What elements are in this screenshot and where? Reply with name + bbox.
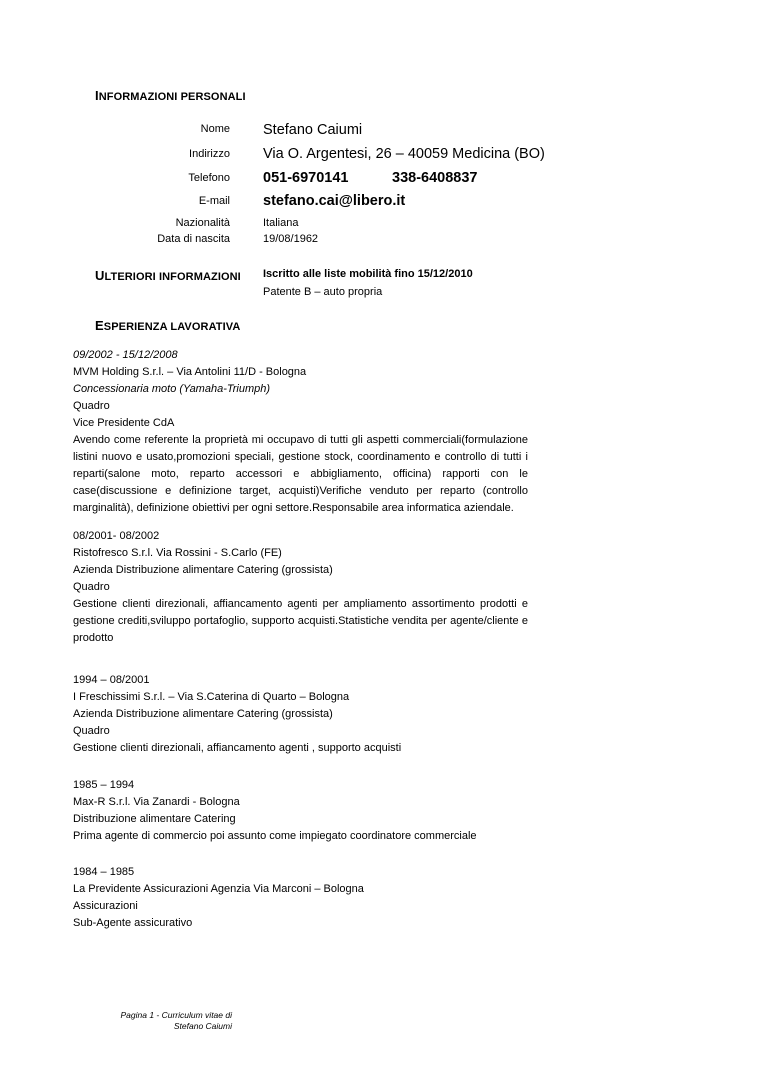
job-title: Vice Presidente CdA	[73, 417, 175, 429]
job-company: I Freschissimi S.r.l. – Via S.Caterina di Quarto – Bologna	[73, 691, 350, 703]
section-heading-further	[95, 268, 241, 283]
further-line-2: Patente B – auto propria	[263, 286, 383, 298]
birth-label: Data di nascita	[157, 233, 230, 245]
job-entry-3	[73, 672, 528, 757]
section-heading-personal	[95, 88, 246, 103]
job-period: 09/2002 - 15/12/2008	[73, 349, 178, 361]
phone-value-1: 051-6970141	[263, 170, 349, 186]
heading-cap: E	[95, 318, 104, 333]
job-period: 1984 – 1985	[73, 866, 135, 878]
job-company: Max-R S.r.l. Via Zanardi - Bologna	[73, 796, 240, 808]
job-period: 08/2001- 08/2002	[73, 530, 160, 542]
job-sector: Azienda Distribuzione alimentare Catering (grossista)	[73, 564, 333, 576]
job-entry-4	[73, 777, 528, 845]
job-entry-1	[73, 347, 528, 517]
footer-line-2: Stefano Caiumi	[173, 1021, 232, 1031]
phone-label: Telefono	[188, 172, 230, 184]
section-heading-experience	[95, 318, 240, 333]
job-sector: Distribuzione alimentare Catering	[73, 813, 236, 825]
job-company: MVM Holding S.r.l. – Via Antolini 11/D - Bologna	[73, 366, 307, 378]
email-value: stefano.cai@libero.it	[263, 193, 406, 209]
heading-cap: I	[95, 88, 99, 103]
birth-value: 19/08/1962	[263, 233, 319, 245]
job-description: Avendo come referente la proprietà mi occupavo di tutti gli aspetti commerciali(formulazione listini nuovo e usato,promozioni speciali, gestione stock, coordinamento e controllo di tutti i reparti(salone moto, reparto accessori e abbigliamento, officina) rapporti con le case(discussione e definizione target, acquisti)Verifiche venduto per reparto (controllo marginalità), definizione obiettivi per ogni settore.Responsabile area informatica aziendale.	[73, 434, 528, 514]
heading-rest: NFORMAZIONI PERSONALI	[98, 91, 246, 103]
job-sector: Concessionaria moto (Yamaha-Triumph)	[73, 383, 271, 395]
job-description: Gestione clienti direzionali, affiancamento agenti , supporto acquisti	[73, 742, 402, 754]
job-period: 1994 – 08/2001	[73, 674, 150, 686]
heading-rest: SPERIENZA LAVORATIVA	[103, 321, 241, 333]
phone-value-2: 338-6408837	[392, 170, 478, 186]
job-sector: Assicurazioni	[73, 900, 138, 912]
nationality-label: Nazionalità	[175, 217, 230, 229]
address-value: Via O. Argentesi, 26 – 40059 Medicina (BO)	[263, 146, 545, 162]
job-entry-5	[73, 864, 528, 932]
heading-rest: LTERIORI INFORMAZIONI	[104, 271, 241, 283]
page-footer	[100, 1010, 232, 1032]
job-role: Quadro	[73, 581, 110, 593]
job-role: Quadro	[73, 725, 110, 737]
job-description: Gestione clienti direzionali, affiancamento agenti per ampliamento assortimento prodotti e gestione crediti,sviluppo portafoglio, supporto acquisti.Statistiche vendita per agente/cliente e prodotto	[73, 598, 528, 644]
job-sector: Azienda Distribuzione alimentare Catering (grossista)	[73, 708, 333, 720]
job-description: Sub-Agente assicurativo	[73, 917, 193, 929]
job-company: La Previdente Assicurazioni Agenzia Via Marconi – Bologna	[73, 883, 364, 895]
name-label: Nome	[200, 123, 230, 135]
job-company: Ristofresco S.r.l. Via Rossini - S.Carlo (FE)	[73, 547, 282, 559]
job-description: Prima agente di commercio poi assunto come impiegato coordinatore commerciale	[73, 830, 477, 842]
name-value: Stefano Caiumi	[263, 122, 363, 138]
nationality-value: Italiana	[263, 217, 299, 229]
job-entry-2	[73, 528, 528, 647]
footer-line-1: Pagina 1 - Curriculum vitae di	[120, 1010, 232, 1020]
job-period: 1985 – 1994	[73, 779, 135, 791]
email-label: E-mail	[198, 195, 230, 207]
job-role: Quadro	[73, 400, 110, 412]
heading-cap: U	[95, 268, 105, 283]
further-line-1: Iscritto alle liste mobilità fino 15/12/2010	[263, 268, 473, 280]
address-label: Indirizzo	[189, 148, 230, 160]
